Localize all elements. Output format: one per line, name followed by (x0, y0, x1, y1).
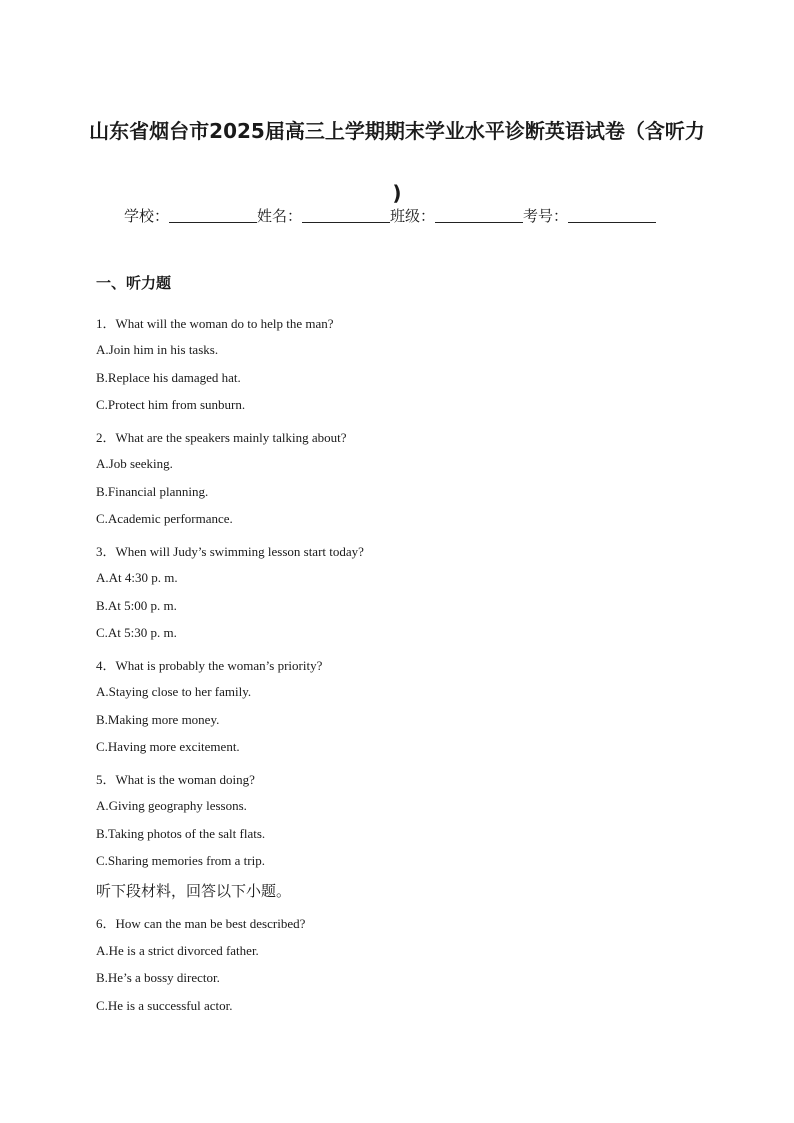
title-line-2: ) (392, 181, 402, 205)
question-stem: 4．What is probably the woman’s priority? (96, 658, 323, 673)
option-b: B.He’s a bossy director. (96, 970, 220, 985)
option-c: C.At 5:30 p. m. (96, 625, 177, 640)
option-a: A.He is a strict divorced father. (96, 943, 259, 958)
option-a: A.Staying close to her family. (96, 684, 252, 699)
question-stem: 3．When will Judy’s swimming lesson start today? (96, 544, 364, 559)
question-stem: 5．What is the woman doing? (96, 772, 255, 787)
option-c: C.Sharing memories from a trip. (96, 853, 265, 868)
student-info-line (124, 205, 656, 226)
class-label: 班级： (390, 207, 436, 225)
name-label: 姓名： (257, 207, 303, 225)
option-c: C.He is a successful actor. (96, 998, 233, 1013)
section-heading: 一、听力题 (96, 274, 172, 292)
option-a: A.At 4:30 p. m. (96, 570, 178, 585)
question-stem: 1．What will the woman do to help the man? (96, 316, 334, 331)
option-c: C.Academic performance. (96, 511, 233, 526)
option-b: B.Replace his damaged hat. (96, 370, 241, 385)
option-b: B.Taking photos of the salt flats. (96, 826, 266, 841)
option-a: A.Giving geography lessons. (96, 798, 247, 813)
school-blank[interactable] (169, 208, 257, 223)
option-a: A.Job seeking. (96, 456, 173, 471)
listening-instruction: 听下段材料，回答以下小题。 (96, 882, 292, 900)
option-a: A.Join him in his tasks. (96, 342, 219, 357)
option-c: C.Having more excitement. (96, 739, 240, 754)
class-blank[interactable] (435, 208, 523, 223)
option-b: B.Financial planning. (96, 484, 209, 499)
exam-number-blank[interactable] (568, 208, 656, 223)
exam-number-label: 考号： (523, 207, 569, 225)
name-blank[interactable] (302, 208, 390, 223)
school-label: 学校： (124, 207, 170, 225)
option-b: B.Making more money. (96, 712, 220, 727)
question-stem: 2．What are the speakers mainly talking about? (96, 430, 347, 445)
option-b: B.At 5:00 p. m. (96, 598, 177, 613)
title-line-1: 山东省烟台市2025届高三上学期期末学业水平诊断英语试卷（含听力 (89, 119, 705, 143)
option-c: C.Protect him from sunburn. (96, 397, 246, 412)
question-stem: 6．How can the man be best described? (96, 916, 306, 931)
